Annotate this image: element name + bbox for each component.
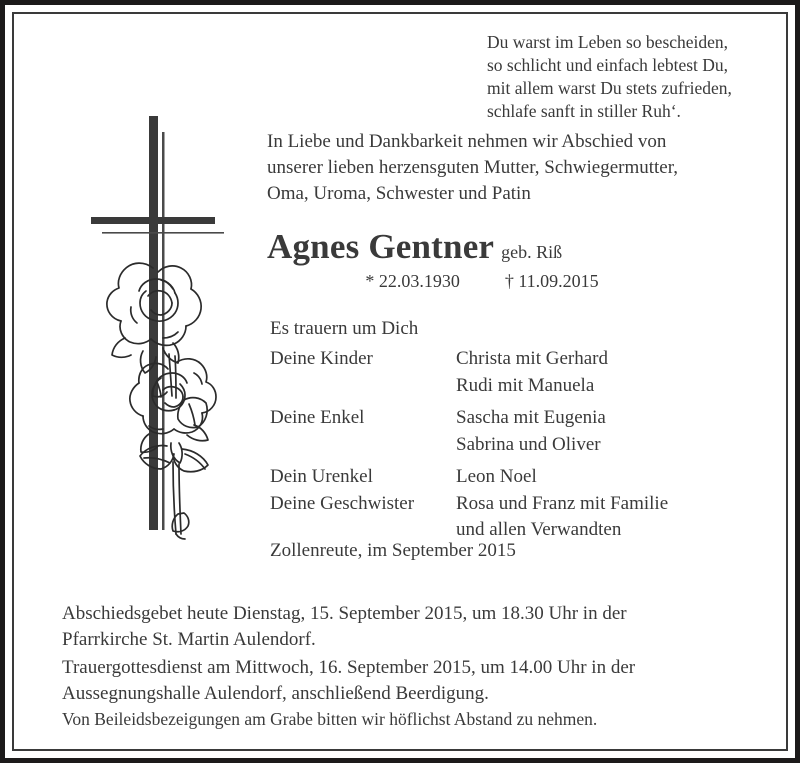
condolence-request: Von Beileidsbezeigungen am Grabe bitten wir höflichst Abstand zu nehmen. <box>62 709 598 729</box>
service-line: Abschiedsgebet heute Dienstag, 15. September 2015, um 18.30 Uhr in der <box>62 603 627 624</box>
mourner-group-row <box>270 464 668 491</box>
service-line: Pfarrkirche St. Martin Aulendorf. <box>62 628 316 650</box>
service-details <box>62 601 762 706</box>
mourner-name: und allen Verwandten <box>456 519 622 540</box>
mourner-name: Christa mit Gerhard <box>456 348 608 369</box>
mourner-names <box>456 491 668 544</box>
birth-symbol-icon: * <box>365 271 375 291</box>
poem-line-4: schlafe sanft in stiller Ruh‘. <box>487 101 681 121</box>
mourner-names <box>456 346 608 399</box>
service-line: Trauergottesdienst am Mittwoch, 16. September 2015, um 14.00 Uhr in der <box>62 657 636 678</box>
deceased-name-line <box>267 227 727 267</box>
place-and-date: Zollenreute, im September 2015 <box>270 540 516 561</box>
birth-date: 22.03.1930 <box>378 271 460 291</box>
mourners-heading: Es trauern um Dich <box>270 318 419 339</box>
death-cross-icon: † <box>504 271 514 291</box>
intro-line-2: unserer lieben herzensguten Mutter, Schwiegermutter, <box>267 157 679 178</box>
mourner-names <box>456 405 606 458</box>
mourner-name: Sabrina und Oliver <box>456 433 601 455</box>
poem-line-3: mit allem warst Du stets zufrieden, <box>487 78 732 98</box>
intro-line-3: Oma, Uroma, Schwester und Patin <box>267 183 531 204</box>
mourner-name: Leon Noel <box>456 466 537 487</box>
service-line: Aussegnungshalle Aulendorf, anschließend Beerdigung. <box>62 682 489 704</box>
memorial-poem <box>487 31 787 123</box>
mourner-group-row <box>270 346 668 399</box>
intro-line-1: In Liebe und Dankbarkeit nehmen wir Abschied von <box>267 131 667 152</box>
mourner-name: Rudi mit Manuela <box>456 374 595 396</box>
cross-with-roses-icon <box>65 110 245 550</box>
poem-line-1: Du warst im Leben so bescheiden, <box>487 32 729 52</box>
death-date: 11.09.2015 <box>518 271 599 291</box>
rose-lower <box>130 359 216 463</box>
poem-line-2: so schlicht und einfach lebtest Du, <box>487 55 729 75</box>
notice-canvas <box>5 5 795 758</box>
mourner-name: Rosa und Franz mit Familie <box>456 492 669 514</box>
life-dates <box>267 271 697 292</box>
mourner-group-row <box>270 405 668 458</box>
mourner-relation-label: Deine Enkel <box>270 407 365 428</box>
deceased-name: Agnes Gentner <box>267 227 495 266</box>
deceased-maiden-name: geb. Riß <box>501 242 563 262</box>
mourner-name: Sascha mit Eugenia <box>456 407 606 428</box>
mourner-names <box>456 464 537 491</box>
mourners-list <box>270 346 668 544</box>
cross-with-roses-illustration <box>65 110 245 550</box>
mourner-relation-label: Deine Kinder <box>270 348 373 369</box>
mourner-relation-label: Deine Geschwister <box>270 492 415 514</box>
mourner-group-row <box>270 491 668 544</box>
mourner-relation-label: Dein Urenkel <box>270 466 373 487</box>
announcement-intro <box>267 129 767 207</box>
